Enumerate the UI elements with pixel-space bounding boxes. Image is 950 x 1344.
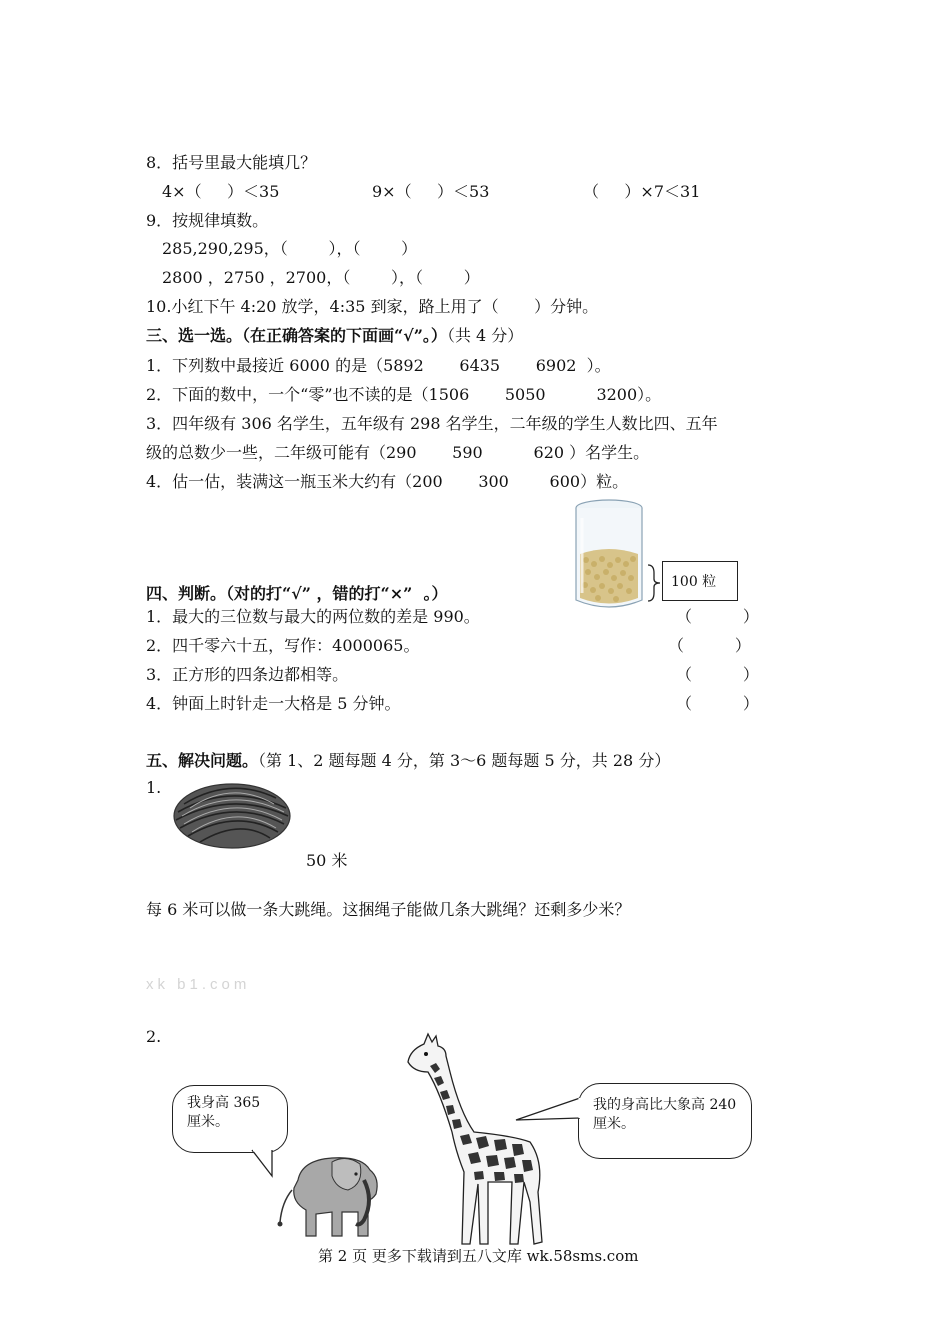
giraffe-speech-bubble: 我的身高比大象高 240 厘米。 bbox=[578, 1083, 752, 1159]
elephant-image bbox=[272, 1140, 392, 1240]
sec5-q2-number: 2. bbox=[146, 1027, 162, 1046]
page-footer: 第 2 页 更多下载请到五八文库 wk.58sms.com bbox=[318, 1247, 639, 1265]
section5-heading-bold: 五、解决问题。 bbox=[146, 751, 259, 770]
elephant-speech-bubble: 我身高 365 厘米。 bbox=[172, 1085, 288, 1153]
sec4-item-1: 1．最大的三位数与最大的两位数的差是 990。 bbox=[146, 607, 480, 626]
sec5-q1-text: 每 6 米可以做一条大跳绳。这捆绳子能做几条大跳绳？还剩多少米？ bbox=[146, 900, 631, 919]
sec4-answer-paren-2: （ ） bbox=[668, 636, 751, 655]
jar-quantity-label: 100 粒 bbox=[662, 561, 738, 601]
section3-heading bbox=[146, 326, 523, 346]
q9-row1: 285,290,295，（ ），（ ） bbox=[162, 239, 418, 258]
bracket-icon bbox=[646, 563, 662, 603]
sec4-answer-paren-3: （ ） bbox=[676, 665, 759, 684]
q8-blank-c: （ ）×7＜31 bbox=[583, 182, 701, 201]
q10: 10.小红下午 4:20 放学，4:35 到家，路上用了（ ）分钟。 bbox=[146, 297, 599, 316]
rope-length-label: 50 米 bbox=[306, 851, 348, 870]
rope-coil-image bbox=[170, 778, 295, 850]
sec4-item-4: 4．钟面上时针走一大格是 5 分钟。 bbox=[146, 694, 401, 713]
sec3-item-1: 1．下列数中最接近 6000 的是（5892 6435 6902 ）。 bbox=[146, 356, 611, 375]
sec3-item-3: 3．四年级有 306 名学生，五年级有 298 名学生，二年级的学生人数比四、五年 bbox=[146, 414, 718, 433]
section5-heading bbox=[146, 751, 670, 771]
sec4-item-2: 2．四千零六十五，写作：4000065。 bbox=[146, 636, 420, 655]
sec3-item-4: 4．估一估，装满这一瓶玉米大约有（200 300 600）粒。 bbox=[146, 472, 629, 491]
giraffe-image bbox=[404, 1032, 554, 1257]
q8-blank-b: 9×（ ）＜53 bbox=[372, 182, 490, 201]
watermark: xk b1.com bbox=[146, 976, 251, 993]
sec5-q1-number: 1. bbox=[146, 778, 162, 797]
section4-heading: 四、判断。（对的打“√” ，错的打“×” 。） bbox=[146, 584, 448, 603]
section3-heading-bold: 三、选一选。（在正确答案的下面画“√”。） bbox=[146, 326, 447, 345]
sec4-answer-paren-1: （ ） bbox=[676, 607, 759, 626]
sec3-item-2: 2．下面的数中，一个“零”也不读的是（1506 5050 3200）。 bbox=[146, 385, 662, 404]
q9-row2: 2800 ，2750 ，2700，（ ），（ ） bbox=[162, 268, 480, 287]
sec4-item-3: 3．正方形的四条边都相等。 bbox=[146, 665, 349, 684]
q8-title: 8．括号里最大能填几？ bbox=[146, 153, 317, 172]
q8-blank-a: 4×（ ）＜35 bbox=[162, 182, 280, 201]
sec3-item-3-cont: 级的总数少一些，二年级可能有（290 590 620 ）名学生。 bbox=[146, 443, 650, 462]
sec4-answer-paren-4: （ ） bbox=[676, 694, 759, 713]
q9-title: 9．按规律填数。 bbox=[146, 211, 269, 230]
section3-heading-score: （共 4 分） bbox=[446, 326, 524, 345]
section5-heading-score: （第 1、2 题每题 4 分，第 3～6 题每题 5 分，共 28 分） bbox=[258, 751, 671, 770]
